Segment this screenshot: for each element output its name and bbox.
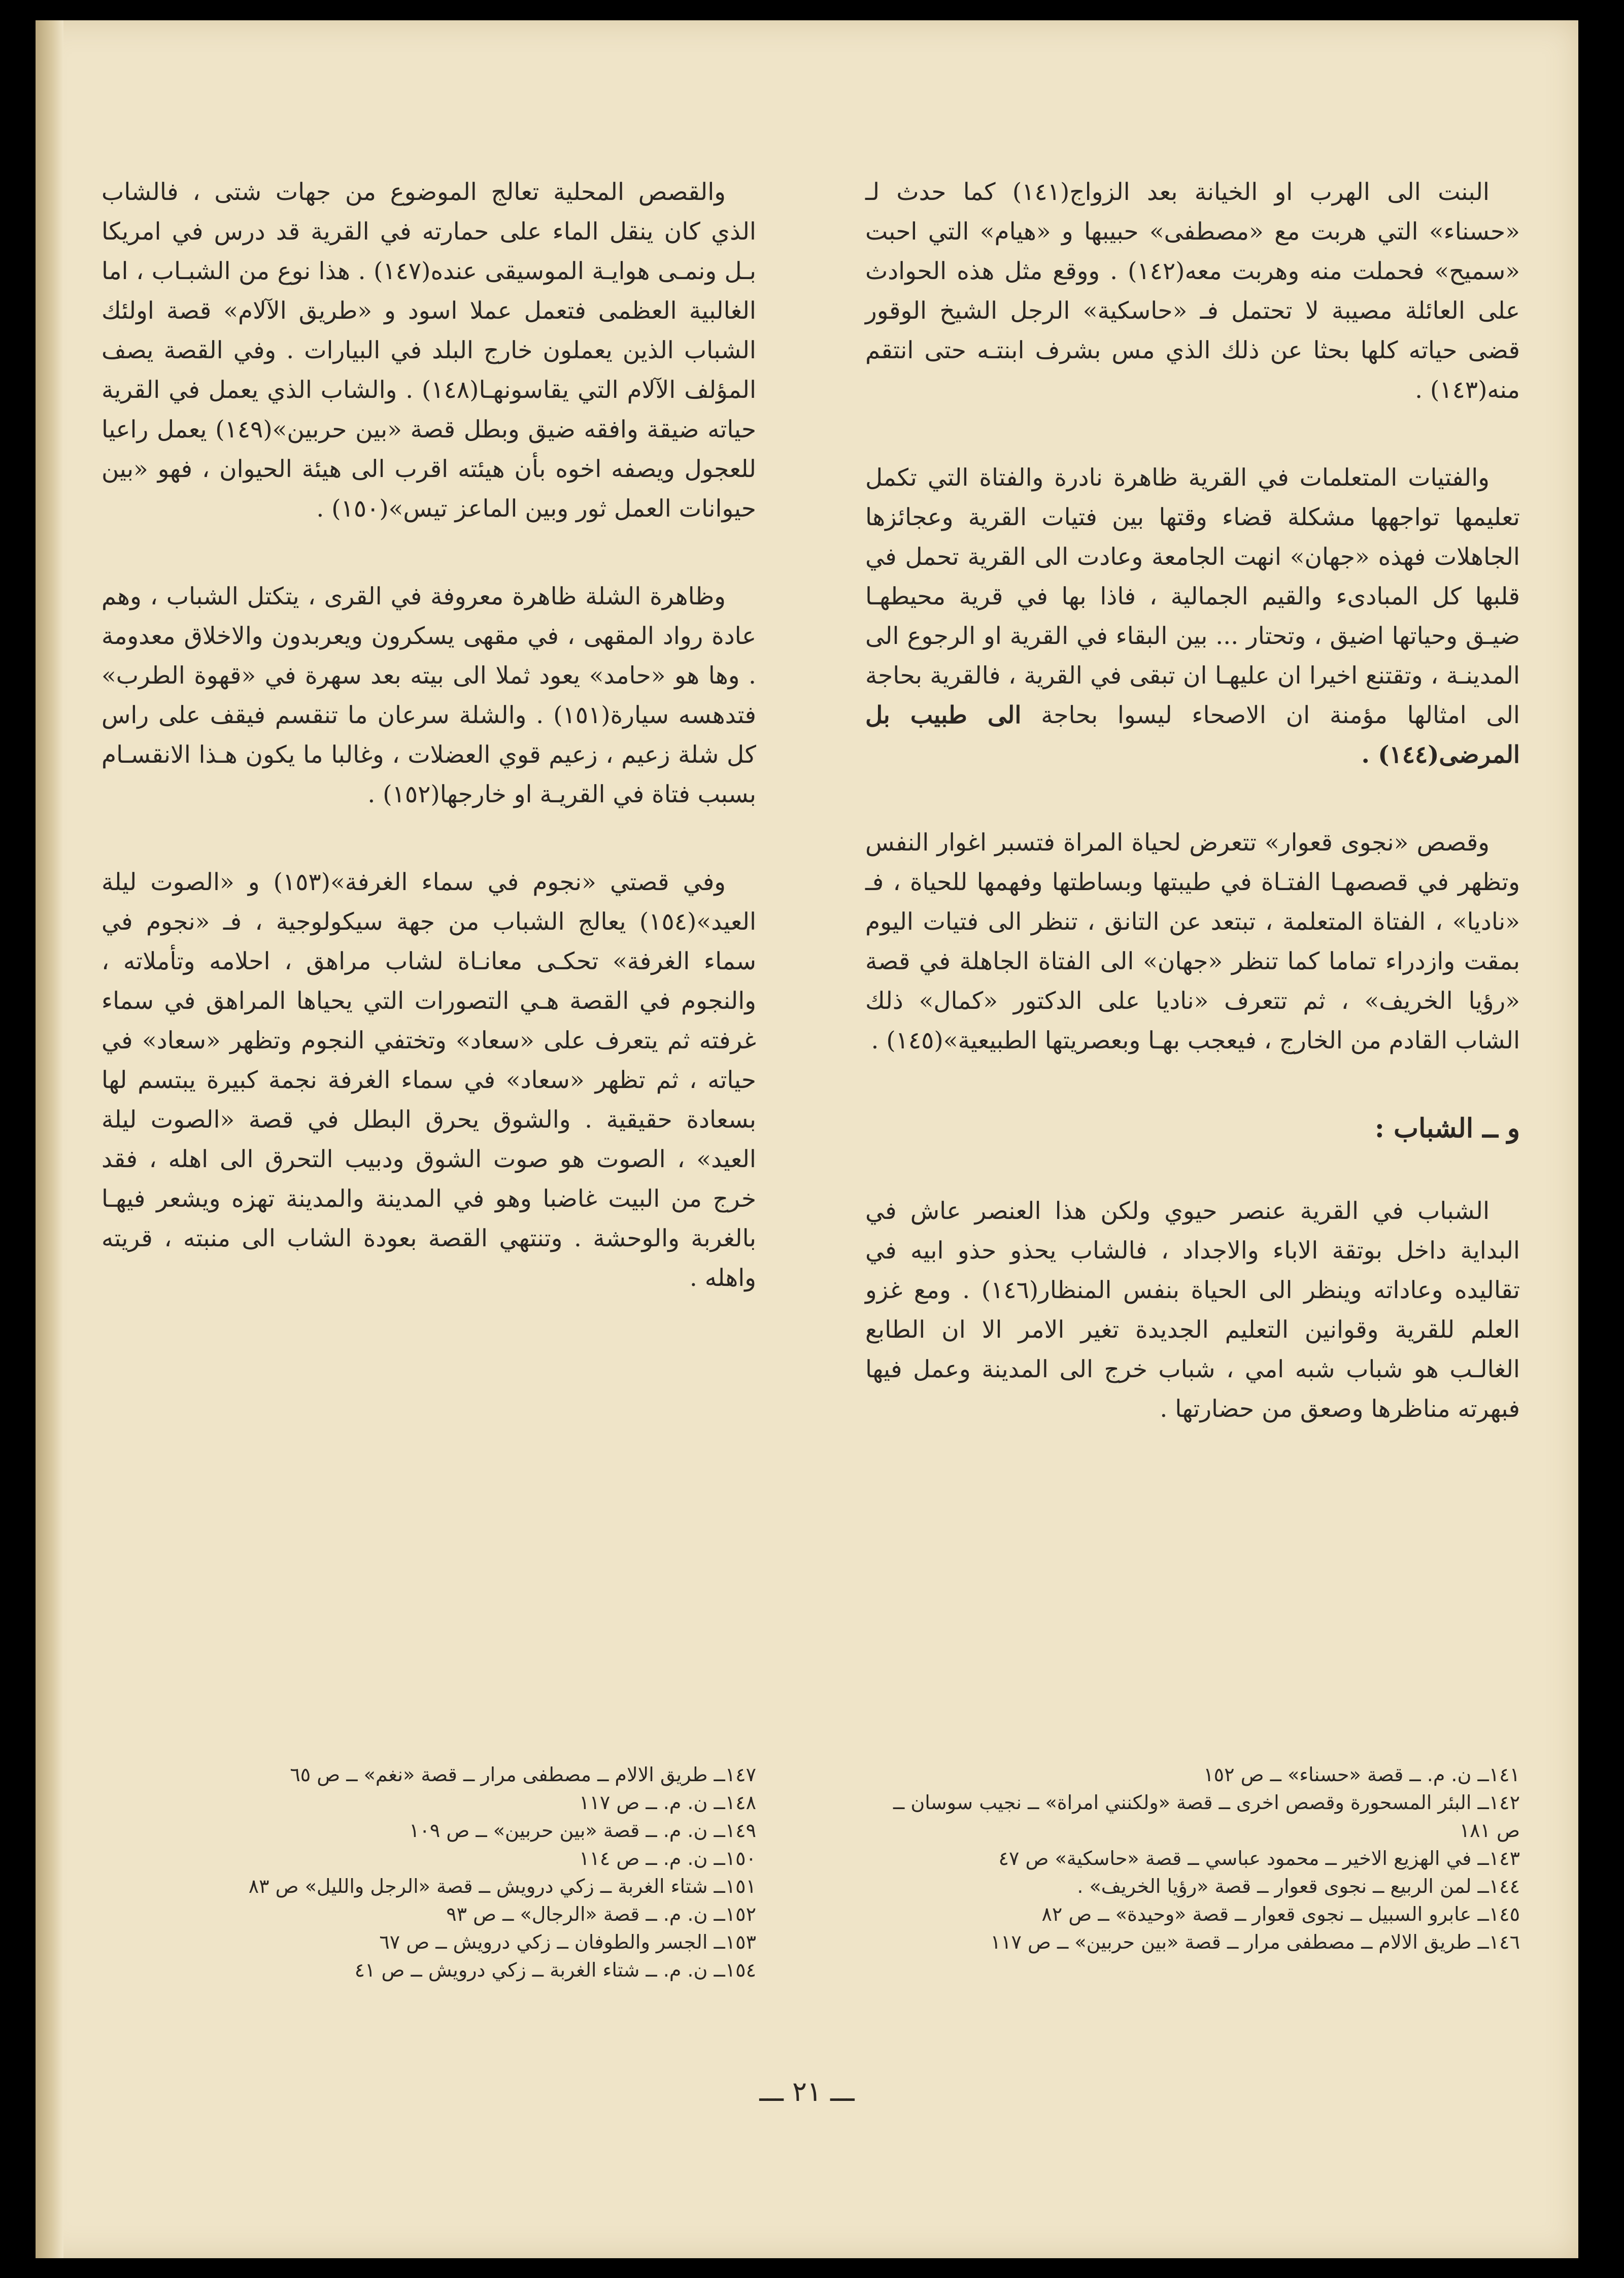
right-paragraph-3: وقصص «نجوى قعوار» تتعرض لحياة المراة فتسبر اغوار النفس وتظهر في قصصهـا الفتـاة في طيبتها وبساطتها وفهمها للحياة ، فـ «ناديا» ، الفتاة المتعلمة ، تبتعد عن التانق ، تنظر الى فتيات اليوم بمقت وازدراء تماما كما تنظر «جهان» الى الفتاة الجاهلة في قصة «رؤيا الخريف» ، ثم تتعرف «ناديا على الدكتور «كمال» ذلك الشاب القادم من الخارج ، فيعجب بهـا وبعصريتها الطبيعية»(١٤٥) . bbox=[865, 829, 1520, 1055]
footnote: ١٥١ــ شتاء الغربة ــ زكي درويش ــ قصة «الرجل والليل» ص ٨٣ bbox=[248, 1875, 756, 1897]
section-heading: و ــ الشباب : bbox=[1374, 1113, 1520, 1144]
footnote: ١٤٣ــ في الهزيع الاخير ــ محمود عباسي ــ قصة «حاسكية» ص ٤٧ bbox=[998, 1847, 1520, 1869]
book-page bbox=[36, 20, 1578, 2258]
footnote: ١٥٢ــ ن. م. ــ قصة «الرجال» ــ ص ٩٣ bbox=[446, 1903, 756, 1925]
page-number: ـــ ٢١ ـــ bbox=[759, 2076, 855, 2107]
left-paragraph-1: والقصص المحلية تعالج الموضوع من جهات شتى ، فالشاب الذي كان ينقل الماء على حمارته في القرية قد درس في امريكا بـل ونمـى هوايـة الموسيقى عنده(١٤٧) . هذا نوع من الشبـاب ، اما الغالبية العظمى فتعمل عملا اسود و «طريق الآلام» قصة اولئك الشباب الذين يعملون خارج البلد في البيارات . وفي القصة يصف المؤلف الآلام التي يقاسونهـا(١٤٨) . والشاب الذي يعمل في القرية حياته ضيقة وافقه ضيق وبطل قصة «بين حربين»(١٤٩) يعمل راعيا للعجول ويصفه اخوه بأن هيئته اقرب الى هيئة الحيوان ، فهو «بين حيوانات العمل ثور وبين الماعز تيس»(١٥٠) . bbox=[101, 178, 756, 523]
left-column bbox=[101, 173, 756, 1298]
right-paragraph-1: البنت الى الهرب او الخيانة بعد الزواج(١٤١) كما حدث لـ «حسناء» التي هربت مع «مصطفى» حبيبها و «هيام» التي احبت «سميح» فحملت منه وهربت معه(١٤٢) . ووقع مثل هذه الحوادث على العائلة مصيبة لا تحتمل فـ «حاسكية» الرجل الشيخ الوقور قضى حياته كلها بحثا عن ذلك الذي مس بشرف ابنتـه حتى انتقم منه(١٤٣) . bbox=[865, 178, 1520, 404]
footnote: ١٤٧ــ طريق الالام ــ مصطفى مرار ــ قصة «نغم» ــ ص ٦٥ bbox=[290, 1763, 756, 1786]
right-paragraph-4: الشباب في القرية عنصر حيوي ولكن هذا العنصر عاش في البداية داخل بوتقة الاباء والاجداد ، فالشاب يحذو حذو ابيه في تقاليده وعاداته وينظر الى الحياة بنفس المنظار(١٤٦) . ومع غزو العلم للقرية وقوانين التعليم الجديدة تغير الامر الا ان الطابع الغالـب هو شباب شبه امي ، شباب خرج الى المدينة وعمل فيها فبهرته مناظرها وصعق من حضارتها . bbox=[865, 1197, 1520, 1423]
footnote: ١٤٥ــ عابرو السبيل ــ نجوى قعوار ــ قصة «وحيدة» ــ ص ٨٢ bbox=[1041, 1903, 1520, 1925]
left-paragraph-3: وفي قصتي «نجوم في سماء الغرفة»(١٥٣) و «الصوت ليلة العيد»(١٥٤) يعالج الشباب من جهة سيكولوجية ، فـ «نجوم في سماء الغرفة» تحكـى معانـاة لشاب مراهق ، احلامه وتأملاته ، والنجوم في القصة هـي التصورات التي يحياها المراهق في سماء غرفته ثم يتعرف على «سعاد» وتختفي النجوم وتظهر «سعاد» في حياته ، ثم تظهر «سعاد» في سماء الغرفة نجمة كبيرة يبتسم لها بسعادة حقيقية . والشوق يحرق البطل في قصة «الصوت ليلة العيد» ، الصوت هو صوت الشوق ودبيب التحرق الى اهله ، فقد خرج من البيت غاضبا وهو في المدينة والمدينة تهزه ويشعر فيهـا بالغربة والوحشة . وتنتهي القصة بعودة الشاب الى منبته ، قريته واهله . bbox=[101, 868, 756, 1292]
footnote: ١٥٤ــ ن. م. ــ شتاء الغربة ــ زكي درويش ــ ص ٤١ bbox=[354, 1959, 756, 1981]
right-paragraph-2 bbox=[865, 458, 1520, 775]
footnote: ١٥٣ــ الجسر والطوفان ــ زكي درويش ــ ص ٦٧ bbox=[379, 1931, 756, 1953]
footnote: ١٤٤ــ لمن الربيع ــ نجوى قعوار ــ قصة «رؤيا الخريف» . bbox=[1077, 1875, 1520, 1897]
page-spine-shadow bbox=[36, 20, 63, 2258]
left-paragraph-2: وظاهرة الشلة ظاهرة معروفة في القرى ، يتكتل الشباب ، وهم عادة رواد المقهى ، في مقهى يسكرون ويعربدون والاخلاق معدومة . وها هو «حامد» يعود ثملا الى بيته بعد سهرة في «قهوة الطرب» فتدهسه سيارة(١٥١) . والشلة سرعان ما تنقسم فيقف على راس كل شلة زعيم ، زعيم قوي العضلات ، وغالبا ما يكون هـذا الانقسـام بسبب فتاة في القريـة او خارجها(١٥٢) . bbox=[101, 583, 757, 808]
footnote: ١٥٠ــ ن. م. ــ ص ١١٤ bbox=[579, 1847, 756, 1869]
right-paragraph-2-text: والفتيات المتعلمات في القرية ظاهرة نادرة والفتاة التي تكمل تعليمها تواجهها مشكلة قضاء وقتها بين فتيات القرية وعجائزها الجاهلات فهذه «جهان» انهت الجامعة وعادت الى القرية تحمل في قلبها كل المبادىء والقيم الجمالية ، فاذا بها في قرية محيطهـا ضيـق وحياتها اضيق ، وتحتار ... بين البقاء في القرية او الرجوع الى المدينـة ، وتقتنع اخيرا ان عليهـا ان تبقى في القرية ، فالقرية بحاجة الى امثالها مؤمنة ان الاصحاء ليسوا بحاجة bbox=[865, 464, 1520, 729]
footnote: ١٤٨ــ ن. م. ــ ص ١١٧ bbox=[579, 1791, 756, 1814]
right-paragraph-2-bold: الى طبيب بل المرضى(١٤٤) . bbox=[865, 701, 1520, 769]
footnote: ١٤٩ــ ن. م. ــ قصة «بين حربين» ــ ص ١٠٩ bbox=[409, 1819, 756, 1842]
footnotes-right bbox=[865, 1761, 1520, 1956]
right-column bbox=[865, 173, 1520, 1429]
footnote: ١٤١ــ ن. م. ــ قصة «حسناء» ــ ص ١٥٢ bbox=[1203, 1763, 1520, 1786]
footnote: ١٤٦ــ طريق الالام ــ مصطفى مرار ــ قصة «بين حربين» ــ ص ١١٧ bbox=[990, 1931, 1520, 1953]
footnote: ١٤٢ــ البئر المسحورة وقصص اخرى ــ قصة «ولكنني امراة» ــ نجيب سوسان ــ ص ١٨١ bbox=[893, 1791, 1520, 1842]
footnotes-left bbox=[101, 1761, 756, 1984]
